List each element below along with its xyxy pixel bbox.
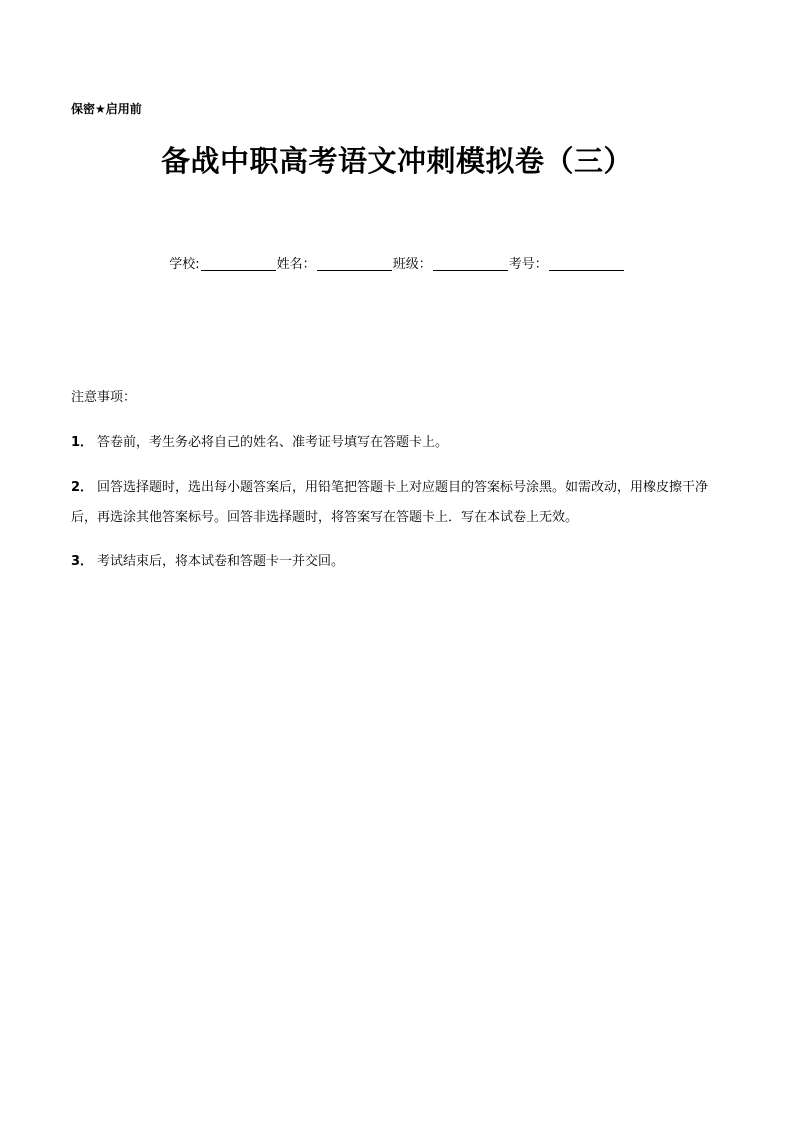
note-item bbox=[71, 547, 731, 577]
note-number: 3． bbox=[71, 554, 94, 569]
note-item bbox=[71, 473, 731, 533]
note-number: 1． bbox=[71, 435, 94, 450]
note-text: 回答选择题时，选出每小题答案后，用铅笔把答题卡上对应题目的答案标号涂黑。如需改动，用橡皮擦干净后，再选涂其他答案标号。回答非选择题时，将答案写在答题卡上．写在本试卷上无效。 bbox=[71, 480, 709, 525]
school-label: 学校: bbox=[169, 257, 200, 272]
name-label: 姓名： bbox=[276, 257, 316, 272]
school-field bbox=[169, 256, 276, 274]
exam-number-field bbox=[509, 256, 625, 274]
note-text: 答卷前，考生务必将自己的姓名、准考证号填写在答题卡上。 bbox=[97, 435, 449, 450]
class-field bbox=[393, 256, 509, 274]
exam-number-blank[interactable] bbox=[549, 256, 624, 271]
exam-title: 备战中职高考语文冲刺模拟卷（三） bbox=[160, 144, 633, 178]
note-text: 考试结束后，将本试卷和答题卡一并交回。 bbox=[97, 554, 345, 569]
student-info-row bbox=[0, 256, 794, 274]
note-number: 2． bbox=[71, 480, 94, 495]
class-label: 班级： bbox=[392, 257, 432, 272]
class-blank[interactable] bbox=[433, 256, 508, 271]
confidential-label: 保密★启用前 bbox=[71, 102, 142, 116]
notes-heading: 注意事项： bbox=[71, 390, 137, 405]
note-item bbox=[71, 428, 731, 458]
exam-number-label: 考号： bbox=[508, 257, 548, 272]
name-blank[interactable] bbox=[317, 256, 392, 271]
name-field bbox=[277, 256, 393, 274]
school-blank[interactable] bbox=[201, 256, 276, 271]
